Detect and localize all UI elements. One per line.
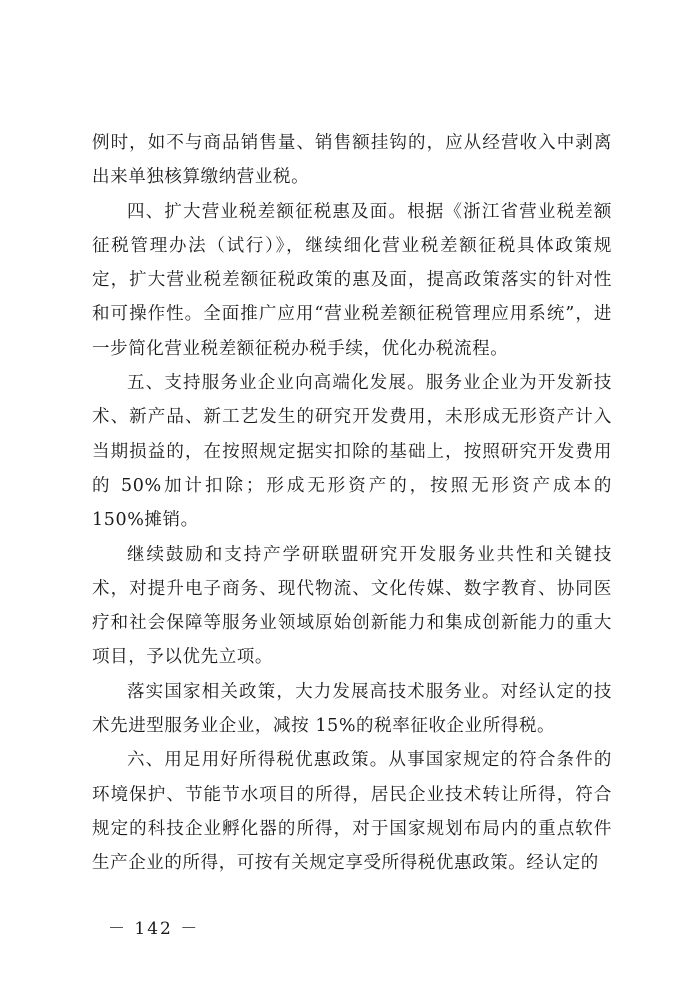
page-number: － 142 －	[108, 919, 200, 939]
paragraph-section-five: 五、支持服务业企业向高端化发展。服务业企业为开发新技术、新产品、新工艺发生的研究开发费用，未形成无形资产计入当期损益的，在按照规定据实扣除的基础上，按照研究开发费用的 50%加计扣除；形成无形资产的，按照无形资产成本的 150%摊销。	[92, 373, 612, 531]
paragraph-research-alliance: 继续鼓励和支持产学研联盟研究开发服务业共性和关键技术，对提升电子商务、现代物流、文化传媒、数字教育、协同医疗和社会保障等服务业领域原始创新能力和集成创新能力的重大项目，予以优先立项。	[92, 544, 612, 668]
paragraph-high-tech-services: 落实国家相关政策，大力发展高技术服务业。对经认定的技术先进型服务业企业，减按 15%的税率征收企业所得税。	[92, 681, 612, 737]
paragraph-section-four: 四、扩大营业税差额征税惠及面。根据《浙江省营业税差额征税管理办法（试行）》，继续细化营业税差额征税具体政策规定，扩大营业税差额征税政策的惠及面，提高政策落实的针对性和可操作性。全面推广应用“营业税差额征税管理应用系统”，进一步简化营业税差额征税办税手续，优化办税流程。	[92, 201, 612, 359]
paragraph-continuation: 例时，如不与商品销售量、销售额挂钩的，应从经营收入中剥离出来单独核算缴纳营业税。	[92, 133, 612, 188]
paragraph-section-six: 六、用足用好所得税优惠政策。从事国家规定的符合条件的环境保护、节能节水项目的所得，居民企业技术转让所得，符合规定的科技企业孵化器的所得，对于国家规划布局内的重点软件生产企业的所得，可按有关规定享受所得税优惠政策。经认定的	[92, 750, 612, 874]
document-body	[92, 126, 612, 881]
